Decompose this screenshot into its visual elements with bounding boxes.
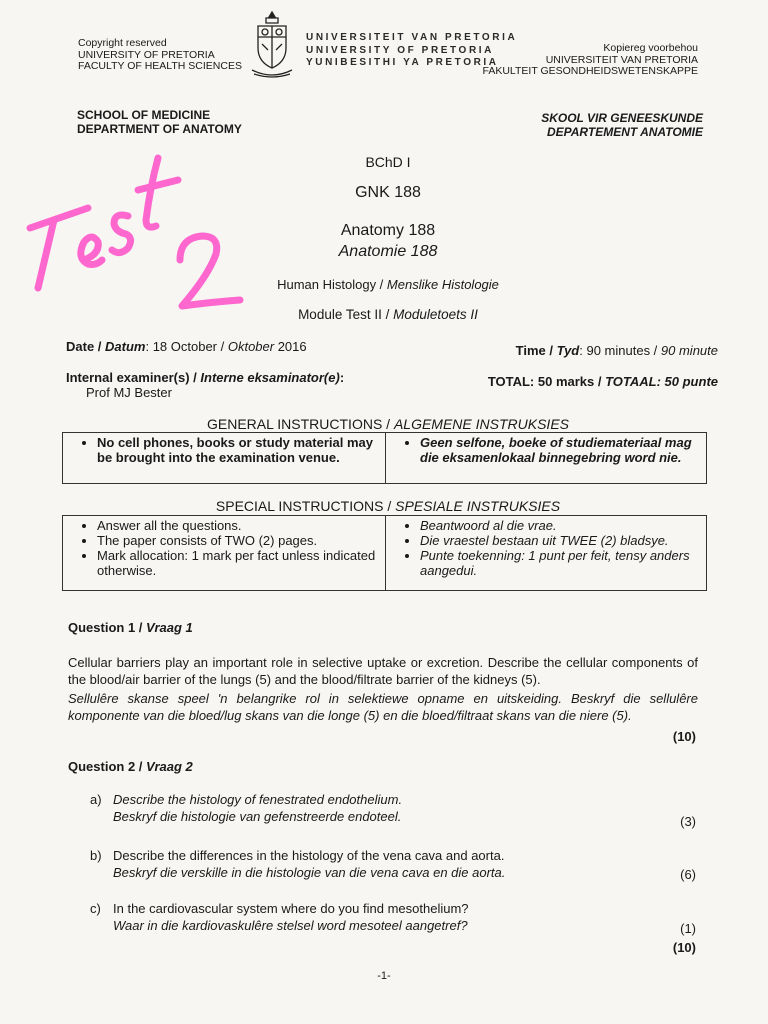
q2b-text-af: Beskryf die verskille in die histologie van die vena cava en die aorta. <box>113 865 506 880</box>
university-name-en: UNIVERSITY OF PRETORIA <box>78 48 215 61</box>
topic-af: Menslike Histologie <box>386 277 499 292</box>
general-instructions-box <box>62 432 707 484</box>
q2c-text-af: Waar in die kardiovaskulêre stelsel word mesoteel aangetref? <box>113 918 468 933</box>
special-instructions-box <box>62 515 707 591</box>
special-col-en <box>63 516 385 590</box>
special-instructions-title <box>0 498 768 514</box>
department-name-af: DEPARTEMENT ANATOMIE <box>546 125 703 139</box>
q2a-text-en: Describe the histology of fenestrated endothelium. <box>113 792 403 807</box>
q2c-text-en: In the cardiovascular system where do you find mesothelium? <box>113 901 469 916</box>
exam-time <box>516 343 718 358</box>
module-en: Module Test II / <box>298 307 394 322</box>
examiner-block <box>66 370 344 400</box>
university-name-en-title: UNIVERSITY OF PRETORIA <box>306 44 494 56</box>
question-1-text-en: Cellular barriers play an important role in selective uptake or excretion. Describe the cellular components of the blood/air barrier of the lungs (5) and the blood/filtrate barrier of the kidneys (5). <box>68 655 698 687</box>
question-2-total-marks: (10) <box>672 940 696 955</box>
university-name-af-small: UNIVERSITEIT VAN PRETORIA <box>545 53 698 66</box>
examiner-label-af: Interne eksaminator(e) <box>200 370 340 385</box>
school-name-af: SKOOL VIR GENEESKUNDE <box>541 111 703 125</box>
school-name: SCHOOL OF MEDICINE <box>77 108 211 122</box>
general-title-af: ALGEMENE INSTRUKSIES <box>393 416 569 432</box>
total-marks <box>488 374 718 389</box>
copyright-line: Copyright reserved <box>78 37 167 49</box>
q1-heading-en: Question 1 / <box>68 620 147 635</box>
subject-title-en: Anatomy 188 <box>340 222 436 239</box>
total-af: TOTAAL: 50 punte <box>605 374 718 389</box>
time-label-af: Tyd <box>556 343 580 358</box>
question-2-heading <box>68 759 193 774</box>
special-item-en-2: • The paper consists of TWO (2) pages. <box>97 533 377 548</box>
copyright-line-af: Kopiereg voorbehou <box>603 42 698 54</box>
special-col-af <box>385 516 706 590</box>
time-value-af: 90 minute <box>660 343 718 358</box>
special-item-en-3: • Mark allocation: 1 mark per fact unless indicated otherwise. <box>97 548 377 578</box>
q2b-marks: (6) <box>680 867 696 882</box>
general-col-en <box>63 433 385 483</box>
special-item-af-1: • Beantwoord al die vrae. <box>420 518 698 533</box>
handwritten-annotation <box>10 120 250 315</box>
examiner-name: Prof MJ Bester <box>86 385 172 400</box>
q2b-text-en: Describe the differences in the histology of the vena cava and aorta. <box>113 848 505 863</box>
q2b-label: b) <box>90 848 102 863</box>
question-2a <box>90 791 402 825</box>
date-value-af: Oktober <box>227 339 275 354</box>
special-title-af: SPESIALE INSTRUKSIES <box>395 498 561 514</box>
time-label: Time / <box>515 343 557 358</box>
general-col-af <box>385 433 706 483</box>
degree-title: BChD I <box>365 154 411 170</box>
faculty-name-en: FACULTY OF HEALTH SCIENCES <box>78 60 242 72</box>
question-2c <box>90 900 469 934</box>
date-label: Date / <box>66 339 106 354</box>
question-1-text-af: Sellulêre skanse speel 'n belangrike rol in selektiewe opname en uitskeiding. Beskryf die sellulêre komponente van die bloed/lug skans van die longe (5) en die bloed/filtraat skans van die niere (5). <box>68 691 698 723</box>
examiner-label-line <box>66 370 344 385</box>
school-block-af <box>541 111 703 139</box>
special-item-en-1: • Answer all the questions. <box>97 518 377 533</box>
course-code: GNK 188 <box>355 184 421 201</box>
module-af: Moduletoets II <box>393 307 478 322</box>
question-1-marks: (10) <box>672 729 696 744</box>
general-item-en: • No cell phones, books or study material may be brought into the examination venue. <box>97 435 377 465</box>
copyright-block-af <box>483 43 699 78</box>
q2-heading-af: Vraag 2 <box>146 759 193 774</box>
date-year: 2016 <box>274 339 307 354</box>
q2c-label: c) <box>90 901 101 916</box>
q2-heading-en: Question 2 / <box>68 759 147 774</box>
time-value: : 90 minutes / <box>579 343 661 358</box>
question-1-heading <box>68 620 193 635</box>
page-number: -1- <box>377 970 391 982</box>
q2a-marks: (3) <box>680 814 696 829</box>
date-label-af: Datum <box>105 339 146 354</box>
general-title-en: GENERAL INSTRUCTIONS / <box>207 416 394 432</box>
university-name-af: UNIVERSITEIT VAN PRETORIA <box>306 32 518 43</box>
q2c-marks: (1) <box>680 921 696 936</box>
general-item-af: • Geen selfone, boeke of studiemateriaal mag die eksamenlokaal binnegebring word nie. <box>420 435 698 465</box>
faculty-name-af: FAKULTEIT GESONDHEIDSWETENSKAPPE <box>482 65 698 77</box>
special-item-af-3: • Punte toekenning: 1 punt per feit, tensy anders aangedui. <box>420 548 698 578</box>
university-crest-icon <box>250 10 294 83</box>
university-name-zu: YUNIBESITHI YA PRETORIA <box>306 57 499 68</box>
total-en: TOTAL: 50 marks / <box>487 374 606 389</box>
question-2b <box>90 847 505 881</box>
special-item-af-2: • Die vraestel bestaan uit TWEE (2) bladsye. <box>420 533 698 548</box>
examiner-label: Internal examiner(s) / <box>66 370 201 385</box>
date-value: : 18 October / <box>145 339 228 354</box>
copyright-block-en <box>78 38 242 73</box>
q2a-label: a) <box>90 792 102 807</box>
special-title-en: SPECIAL INSTRUCTIONS / <box>215 498 396 514</box>
q1-heading-af: Vraag 1 <box>146 620 193 635</box>
q2a-text-af: Beskryf die histologie van gefenstreerde endoteel. <box>113 809 402 824</box>
topic-en: Human Histology / <box>277 277 387 292</box>
exam-date <box>66 339 307 354</box>
department-name: DEPARTMENT OF ANATOMY <box>77 122 242 136</box>
subject-title-af: Anatomie 188 <box>338 243 438 260</box>
examiner-colon: : <box>339 370 345 385</box>
general-instructions-title <box>0 416 768 432</box>
